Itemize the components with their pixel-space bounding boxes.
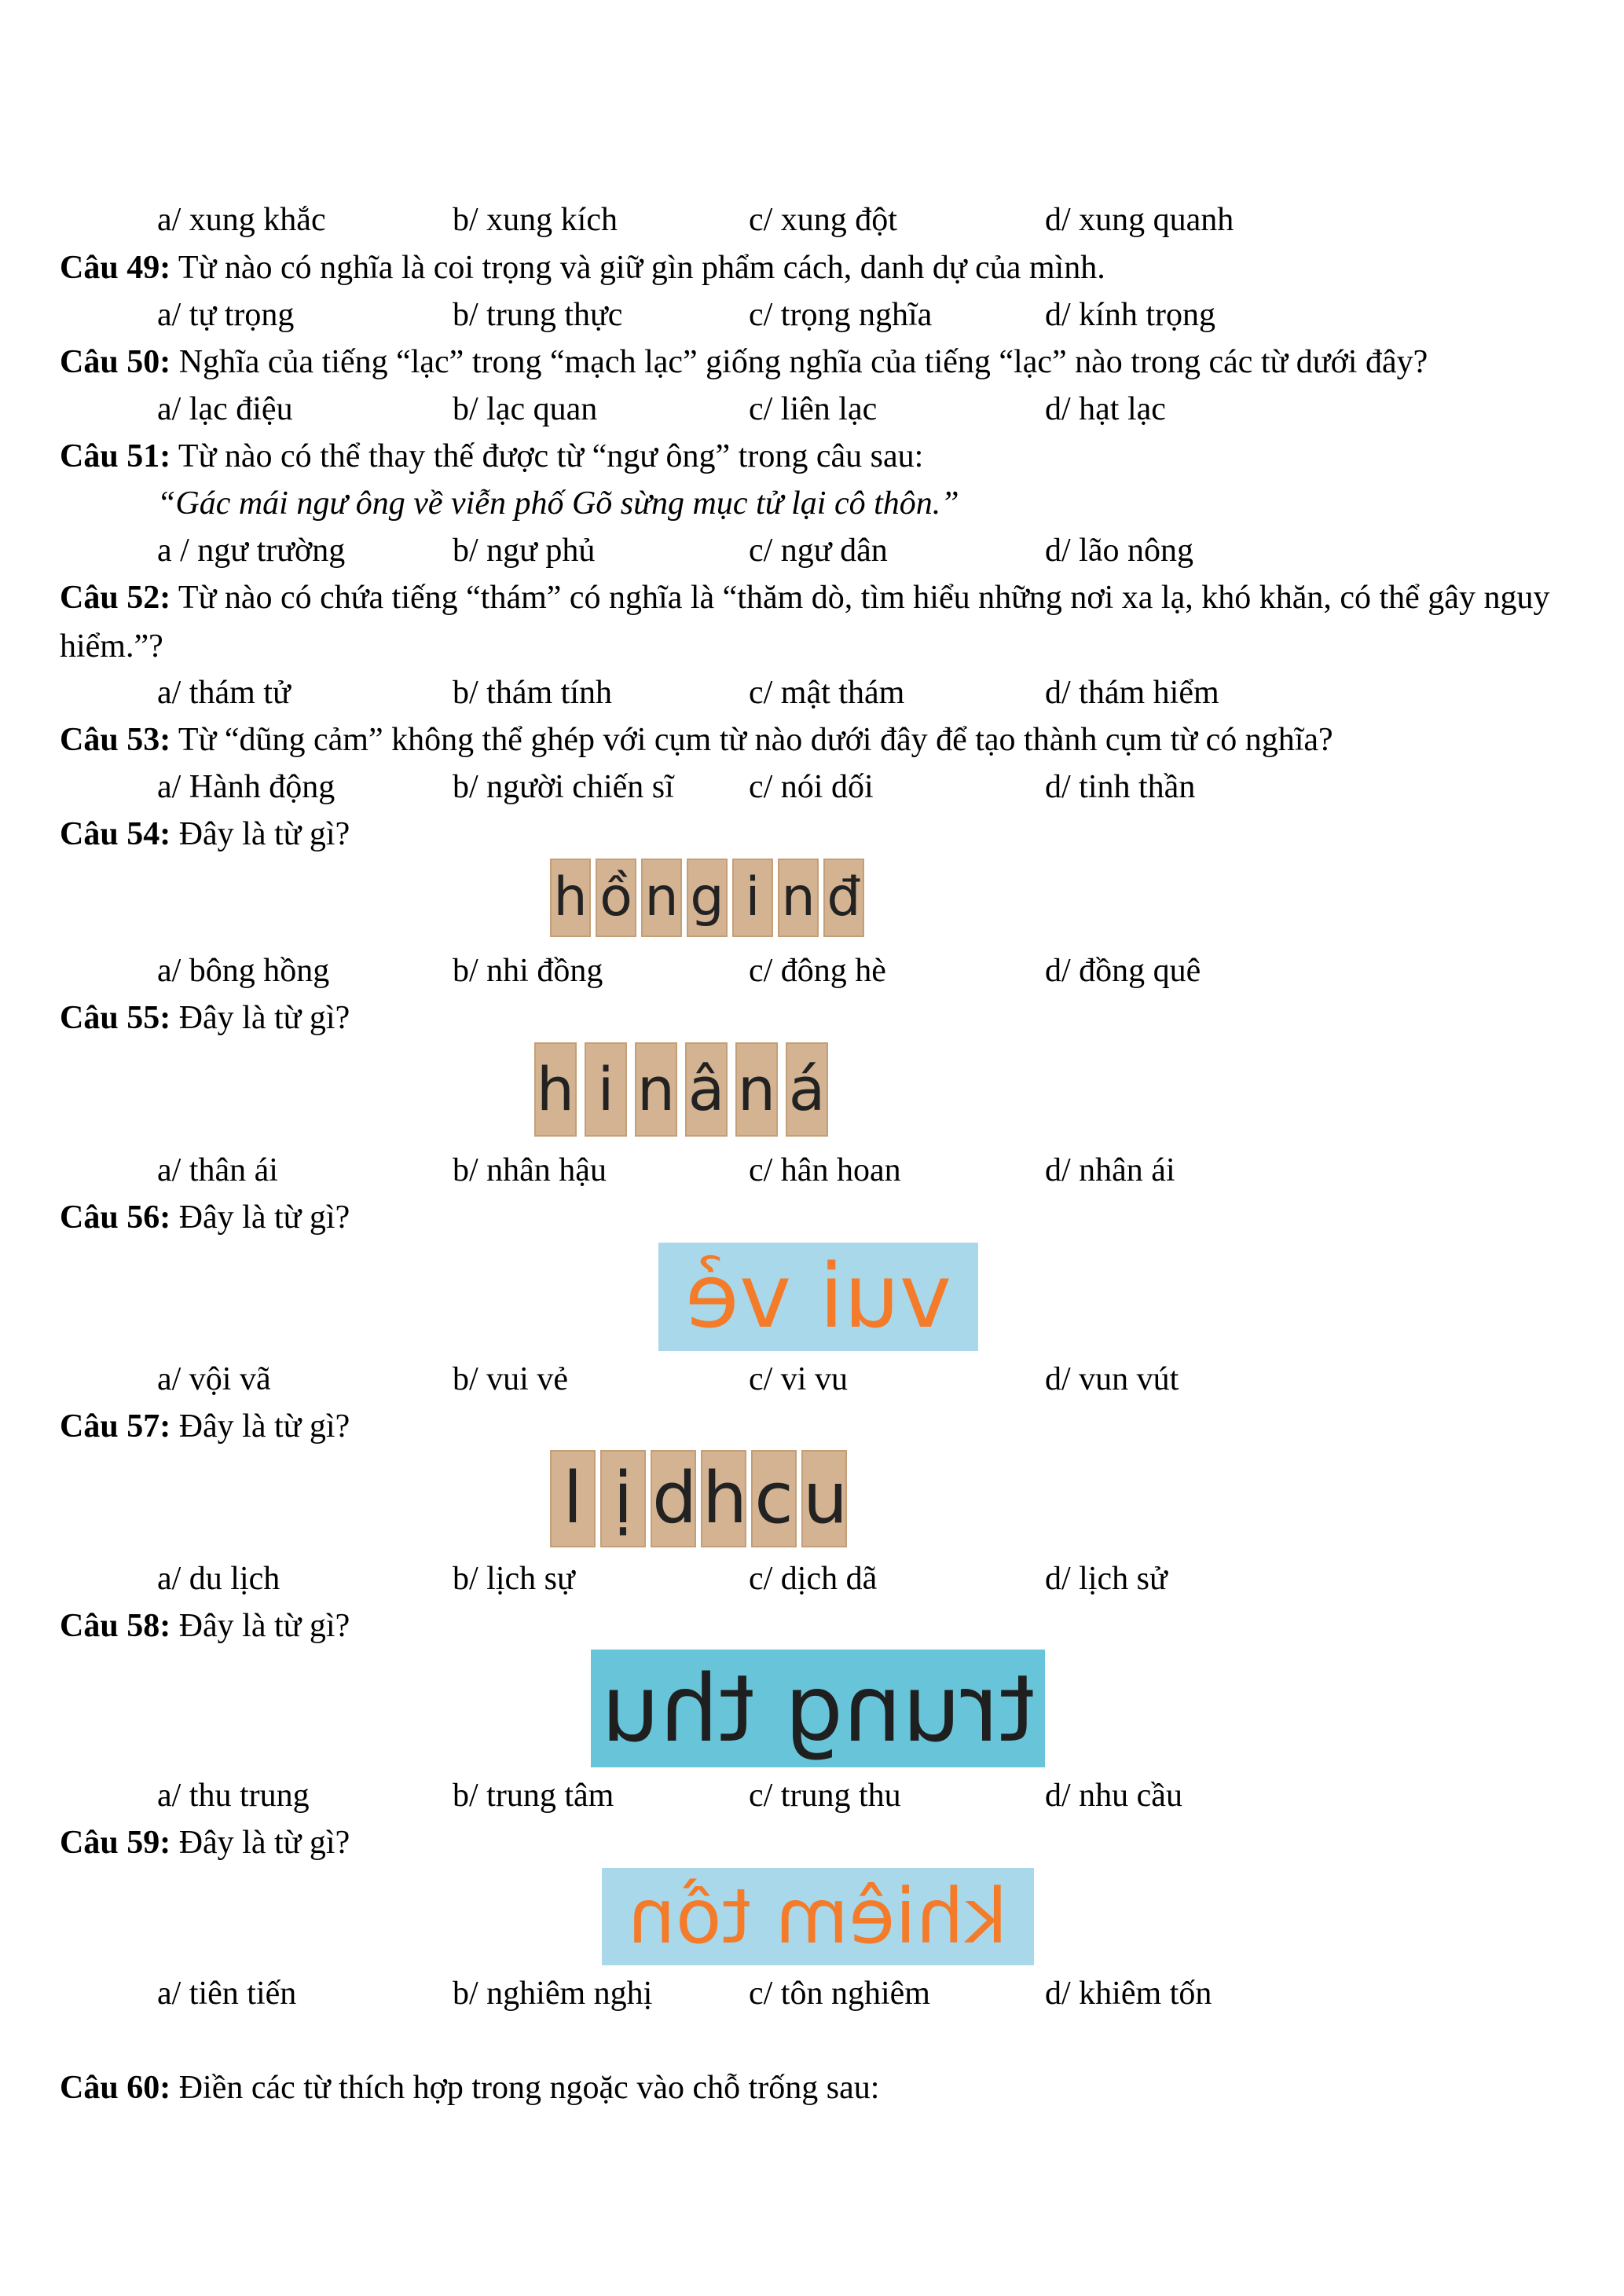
option-c: c/ nói dối: [749, 769, 874, 805]
q51-options: [0, 529, 1624, 573]
option-b: b/ người chiến sĩ: [453, 769, 674, 805]
question-label: Câu 60:: [60, 2070, 171, 2106]
q52-options: [0, 671, 1624, 715]
option-b: b/ xung kích: [453, 202, 618, 238]
option-d: d/ lão nông: [1045, 533, 1193, 569]
q59-options: [0, 1972, 1624, 2016]
question-label: Câu 52:: [60, 580, 171, 616]
option-a: a/ lạc điệu: [157, 391, 293, 427]
option-b: b/ nhi đồng: [453, 953, 603, 989]
option-a: a/ thu trung: [157, 1778, 310, 1814]
question-53: [60, 718, 1576, 762]
option-a: a / ngư trường: [157, 533, 346, 569]
q55-options: [0, 1148, 1624, 1192]
question-54: [60, 812, 1576, 856]
option-c: c/ trung thu: [749, 1778, 901, 1814]
q57-letter-tiles: [550, 1450, 847, 1547]
question-text: Từ nào có chứa tiếng “thám” có nghĩa là “thăm dò, tìm hiểu những nơi xa lạ, khó khăn, có thể gây nguy hiểm.”?: [60, 580, 1550, 665]
letter-tile: l: [550, 1450, 596, 1547]
question-text: Từ nào có thể thay thế được từ “ngư ông” trong câu sau:: [170, 438, 924, 474]
question-text: Từ nào có nghĩa là coi trọng và giữ gìn phẩm cách, danh dự của mình.: [170, 250, 1105, 286]
option-a: a/ tiên tiến: [157, 1976, 297, 2012]
option-a: a/ tự trọng: [157, 297, 295, 333]
question-text: Từ “dũng cảm” không thể ghép với cụm từ nào dưới đây để tạo thành cụm từ có nghĩa?: [170, 722, 1333, 758]
option-a: a/ thám tử: [157, 675, 291, 711]
question-text: Đây là từ gì?: [170, 1000, 350, 1036]
option-d: d/ đồng quê: [1045, 953, 1201, 989]
question-51: [60, 434, 1576, 478]
option-a: a/ du lịch: [157, 1561, 280, 1597]
option-b: b/ trung tâm: [453, 1778, 614, 1814]
option-a: a/ thân ái: [157, 1152, 278, 1188]
option-b: b/ nhân hậu: [453, 1152, 607, 1188]
question-57: [60, 1404, 1576, 1448]
letter-tile: c: [751, 1450, 797, 1547]
question-label: Câu 50:: [60, 344, 171, 380]
option-d: d/ vun vút: [1045, 1361, 1179, 1397]
question-text: Đây là từ gì?: [170, 1408, 350, 1445]
letter-tile: ị: [600, 1450, 646, 1547]
question-text: Đây là từ gì?: [170, 1199, 350, 1236]
option-d: d/ nhu cầu: [1045, 1778, 1182, 1814]
option-a: a/ xung khắc: [157, 202, 326, 238]
letter-tile: i: [585, 1042, 627, 1137]
question-text: Điền các từ thích hợp trong ngoặc vào chỗ trống sau:: [170, 2070, 880, 2106]
letter-tile: n: [635, 1042, 677, 1137]
question-label: Câu 57:: [60, 1408, 171, 1445]
q55-letter-tiles: [534, 1042, 828, 1137]
option-b: b/ nghiêm nghị: [453, 1976, 653, 2012]
option-b: b/ lạc quan: [453, 391, 598, 427]
option-c: c/ ngư dân: [749, 533, 888, 569]
question-55: [60, 996, 1576, 1040]
letter-tile: h: [701, 1450, 746, 1547]
letter-tile: n: [778, 859, 819, 937]
question-56: [60, 1196, 1576, 1240]
option-d: d/ thám hiểm: [1045, 675, 1219, 711]
q57-options: [0, 1557, 1624, 1601]
option-b: b/ thám tính: [453, 675, 612, 711]
question-text: Đây là từ gì?: [170, 1608, 350, 1644]
option-a: a/ vội vã: [157, 1361, 271, 1397]
option-c: c/ xung đột: [749, 202, 897, 238]
q50-options: [0, 387, 1624, 431]
option-c: c/ trọng nghĩa: [749, 297, 933, 333]
letter-tile: g: [687, 859, 728, 937]
q49-options: [0, 293, 1624, 337]
option-c: c/ đông hè: [749, 953, 886, 989]
option-b: b/ ngư phủ: [453, 533, 596, 569]
letter-tile: â: [685, 1042, 728, 1137]
question-58: [60, 1604, 1576, 1648]
letter-tile: đ: [823, 859, 864, 937]
option-d: d/ tinh thần: [1045, 769, 1196, 805]
question-label: Câu 54:: [60, 816, 171, 852]
option-a: a/ bông hồng: [157, 953, 330, 989]
option-c: c/ hân hoan: [749, 1152, 901, 1188]
q59-mirrored-word: [602, 1868, 1034, 1965]
option-d: d/ khiêm tốn: [1045, 1976, 1212, 2012]
option-c: c/ vi vu: [749, 1361, 848, 1397]
letter-tile: á: [786, 1042, 828, 1137]
option-d: d/ kính trọng: [1045, 297, 1215, 333]
q58-options: [0, 1774, 1624, 1818]
option-c: c/ mật thám: [749, 675, 905, 711]
option-b: b/ trung thực: [453, 297, 623, 333]
question-49: [60, 246, 1576, 290]
option-b: b/ lịch sự: [453, 1561, 575, 1597]
option-d: d/ xung quanh: [1045, 202, 1234, 238]
question-text: Đây là từ gì?: [170, 816, 350, 852]
option-c: c/ liên lạc: [749, 391, 878, 427]
mirrored-word: khiêm tồn: [628, 1873, 1008, 1961]
question-label: Câu 59:: [60, 1825, 171, 1861]
question-60: [60, 2066, 1576, 2110]
question-label: Câu 51:: [60, 438, 171, 474]
option-c: c/ dịch dã: [749, 1561, 878, 1597]
letter-tile: n: [735, 1042, 778, 1137]
mirrored-word: vui vẻ: [684, 1246, 952, 1348]
option-a: a/ Hành động: [157, 769, 335, 805]
question-text: Đây là từ gì?: [170, 1825, 350, 1861]
q56-mirrored-word: [658, 1243, 978, 1351]
letter-tile: h: [534, 1042, 577, 1137]
question-50: [60, 340, 1576, 384]
option-b: b/ vui vẻ: [453, 1361, 568, 1397]
letter-tile: u: [801, 1450, 847, 1547]
q54-letter-tiles: [550, 859, 864, 937]
question-52: [60, 573, 1553, 671]
q53-options: [0, 765, 1624, 809]
letter-tile: h: [550, 859, 591, 937]
question-label: Câu 53:: [60, 722, 171, 758]
letter-tile: n: [641, 859, 682, 937]
q54-options: [0, 949, 1624, 993]
poem-quote: “Gác mái ngư ông về viễn phố Gõ sừng mục tử lại cô thôn.”: [157, 485, 959, 522]
option-c: c/ tôn nghiêm: [749, 1976, 930, 2012]
q56-options: [0, 1357, 1624, 1401]
letter-tile: ồ: [596, 859, 636, 937]
question-label: Câu 56:: [60, 1199, 171, 1236]
mirrored-word: trung thu: [600, 1654, 1036, 1763]
letter-tile: d: [651, 1450, 696, 1547]
option-d: d/ lịch sử: [1045, 1561, 1168, 1597]
question-label: Câu 58:: [60, 1608, 171, 1644]
option-d: d/ hạt lạc: [1045, 391, 1166, 427]
letter-tile: i: [732, 859, 773, 937]
q48-options: [0, 198, 1624, 242]
question-text: Nghĩa của tiếng “lạc” trong “mạch lạc” giống nghĩa của tiếng “lạc” nào trong các từ dưới đây?: [170, 344, 1428, 380]
question-label: Câu 55:: [60, 1000, 171, 1036]
q58-mirrored-word: [591, 1650, 1045, 1767]
question-label: Câu 49:: [60, 250, 171, 286]
question-59: [60, 1821, 1576, 1865]
option-d: d/ nhân ái: [1045, 1152, 1175, 1188]
